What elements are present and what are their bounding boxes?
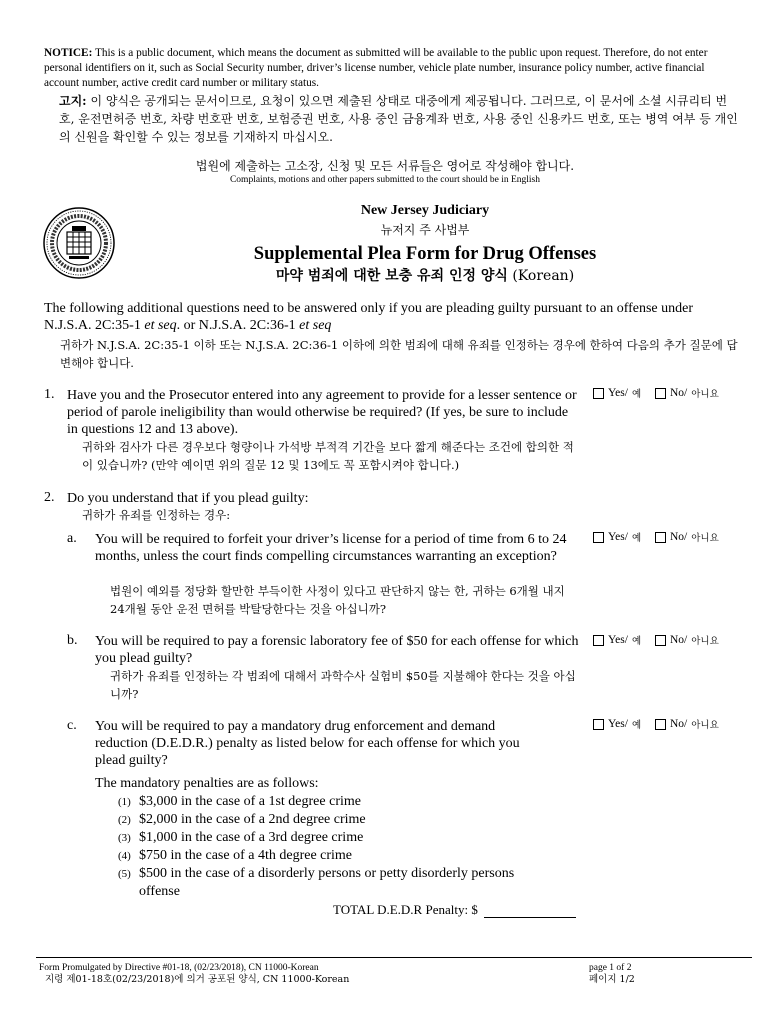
page-number-korean: 페이지 1/2 <box>589 974 635 985</box>
q2c-no-checkbox[interactable] <box>655 719 666 730</box>
penalty-text: $1,000 in the case of a 3rd degree crime <box>139 830 364 845</box>
no-label: No/ <box>670 718 688 730</box>
notice-label-korean: 고지: <box>59 94 87 108</box>
judiciary-seal-icon <box>42 206 116 280</box>
no-label-korean: 아니요 <box>691 720 719 731</box>
question-2-number: 2. <box>44 490 55 505</box>
notice-paragraph <box>44 46 734 91</box>
yes-label: Yes/ <box>608 718 628 730</box>
form-title-korean-text: 마약 범죄에 대한 보충 유죄 인정 양식 <box>275 268 508 284</box>
yes-label: Yes/ <box>608 531 628 543</box>
english-requirement: Complaints, motions and other papers submitted to the court should be in English <box>229 175 541 185</box>
yes-label-korean: 예 <box>631 636 642 647</box>
no-label: No/ <box>670 387 688 399</box>
notice-paragraph-korean <box>59 92 739 146</box>
q2c-no-option[interactable] <box>655 717 719 731</box>
yes-label-korean: 예 <box>631 533 642 544</box>
question-1-number: 1. <box>44 387 55 402</box>
question-2b-text: You will be required to pay a forensic laboratory fee of $50 for each offense for which you plead guilty? <box>95 634 579 666</box>
question-2a-text: You will be required to forfeit your driver’s license for a period of time from 6 to 24 months, unless the court finds compelling circumstances warranting an exception? <box>95 532 567 564</box>
no-label: No/ <box>670 531 688 543</box>
no-label-korean: 아니요 <box>691 533 719 544</box>
question-2a-letter: a. <box>67 531 77 546</box>
english-requirement-korean: 법원에 제출하는 고소장, 신청 및 모든 서류들은 영어로 작성해야 합니다. <box>195 159 575 173</box>
no-label-korean: 아니요 <box>691 636 719 647</box>
penalty-text: $3,000 in the case of a 1st degree crime <box>139 794 361 809</box>
intro-italic-2: et seq <box>299 318 332 333</box>
penalty-number: (3) <box>118 832 131 844</box>
q2b-yes-option[interactable] <box>593 633 641 647</box>
penalty-number: (4) <box>118 850 131 862</box>
form-title: Supplemental Plea Form for Drug Offenses <box>253 244 597 264</box>
footer-right <box>589 962 635 986</box>
question-2a-korean: 법원이 예외를 정당화 할만한 부득이한 사정이 있다고 판단하지 않는 한, 귀하는 6개월 내지 24개월 동안 운전 면허를 박탈당한다는 것을 아십니까? <box>110 584 565 616</box>
footer-form-info-korean: 지령 제01-18호(02/23/2018)에 의거 공포된 양식, CN 11000-Korean <box>45 974 350 985</box>
footer-form-info: Form Promulgated by Directive #01-18, (02/23/2018), CN 11000-Korean <box>39 963 319 973</box>
intro-paragraph-korean: 귀하가 N.J.S.A. 2C:35-1 이하 또는 N.J.S.A. 2C:36-1 이하에 의한 범죄에 대해 유죄를 인정하는 경우에 한하여 다음의 추가 질문에 답변해야 합니다. <box>60 338 738 370</box>
intro-text-2: . or N.J.S.A. 2C:36-1 <box>176 318 300 333</box>
penalty-item <box>118 793 558 811</box>
penalty-text: $2,000 in the case of a 2nd degree crime <box>139 812 366 827</box>
q2a-no-checkbox[interactable] <box>655 532 666 543</box>
question-2-text: Do you understand that if you plead guilty: <box>67 491 309 506</box>
penalty-text: $500 in the case of a disorderly persons or petty disorderly persons offense <box>139 866 515 899</box>
intro-text-1: The following additional questions need to be answered only if you are pleading guilty pursuant to an offense under N.J.S.A. 2C:35-1 <box>44 301 694 333</box>
q2b-no-option[interactable] <box>655 633 719 647</box>
penalty-item <box>118 829 558 847</box>
form-title-korean <box>180 265 670 285</box>
intro-italic-1: et seq <box>144 318 177 333</box>
q2b-yes-checkbox[interactable] <box>593 635 604 646</box>
agency-name: New Jersey Judiciary <box>360 203 490 218</box>
agency-name-korean: 뉴저지 주 사법부 <box>380 223 470 237</box>
penalty-number: (1) <box>118 796 131 808</box>
total-penalty-field[interactable] <box>484 903 576 918</box>
yes-label: Yes/ <box>608 634 628 646</box>
q2a-yes-option[interactable] <box>593 530 641 544</box>
q1-no-checkbox[interactable] <box>655 388 666 399</box>
notice-label: NOTICE: <box>44 47 93 59</box>
notice-text-korean: 이 양식은 공개되는 문서이므로, 요청이 있으면 제출된 상태로 대중에게 제공됩니다. 그러므로, 이 문서에 소셜 시큐리티 번호, 운전면허증 번호, 차량 번호판 번호, 보험증권 번호, 사용 중인 금융계좌 번호, 사용 중인 신용카드 번호, 또는 병역 여부 등 개인의 신원을 확인할 수 있는 정보를 기재하지 마십시오. <box>59 94 738 144</box>
footer-divider <box>36 957 752 958</box>
intro-paragraph <box>44 300 734 334</box>
total-penalty <box>333 902 576 918</box>
q1-yes-checkbox[interactable] <box>593 388 604 399</box>
penalties-intro: The mandatory penalties are as follows: <box>95 776 319 791</box>
yes-label-korean: 예 <box>631 720 642 731</box>
penalty-text: $750 in the case of a 4th degree crime <box>139 848 353 863</box>
notice-text: This is a public document, which means the document as submitted will be available to the public upon request. Therefore, do not enter personal identifiers on it, such as Social Security number, driver’s license number, vehicle plate number, insurance policy number, active financial account number, active credit card number or military status. <box>44 47 708 89</box>
footer-left <box>39 962 349 986</box>
penalty-item <box>118 847 558 865</box>
no-label-korean: 아니요 <box>691 389 719 400</box>
penalty-list <box>118 793 558 901</box>
question-2b-korean: 귀하가 유죄를 인정하는 각 범죄에 대해서 과학수사 실험비 $50를 지불해야 한다는 것을 아십니까? <box>110 669 576 701</box>
penalty-item <box>118 811 558 829</box>
q2c-yes-option[interactable] <box>593 717 641 731</box>
question-2c-letter: c. <box>67 718 77 733</box>
q2b-no-checkbox[interactable] <box>655 635 666 646</box>
penalty-number: (2) <box>118 814 131 826</box>
page-number: page 1 of 2 <box>589 963 632 973</box>
no-label: No/ <box>670 634 688 646</box>
yes-label: Yes/ <box>608 387 628 399</box>
question-2b-letter: b. <box>67 633 78 648</box>
form-language: (Korean) <box>507 268 575 284</box>
question-2c-text: You will be required to pay a mandatory drug enforcement and demand reduction (D.E.D.R.) penalty as listed below for each offense for which you plead guilty? <box>95 719 520 768</box>
q1-no-option[interactable] <box>655 386 719 400</box>
yes-label-korean: 예 <box>631 389 642 400</box>
question-2-korean: 귀하가 유죄를 인정하는 경우: <box>82 508 231 522</box>
q2a-no-option[interactable] <box>655 530 719 544</box>
penalty-item <box>118 865 538 901</box>
question-1-korean: 귀하와 검사가 다른 경우보다 형량이나 가석방 부적격 기간을 보다 짧게 해준다는 조건에 합의한 적이 있습니까? (만약 예이면 위의 질문 12 및 13에도 꼭 포함시켜야 합니다.) <box>82 440 574 472</box>
penalty-number: (5) <box>118 868 131 880</box>
q2c-yes-checkbox[interactable] <box>593 719 604 730</box>
total-penalty-label: TOTAL D.E.D.R Penalty: $ <box>333 902 478 917</box>
q2a-yes-checkbox[interactable] <box>593 532 604 543</box>
question-1-text: Have you and the Prosecutor entered into any agreement to provide for a lesser sentence or period of parole ineligibility than would otherwise be required? (If yes, be sure to include in questions 12 and 13 above). <box>67 388 577 437</box>
q1-yes-option[interactable] <box>593 386 641 400</box>
